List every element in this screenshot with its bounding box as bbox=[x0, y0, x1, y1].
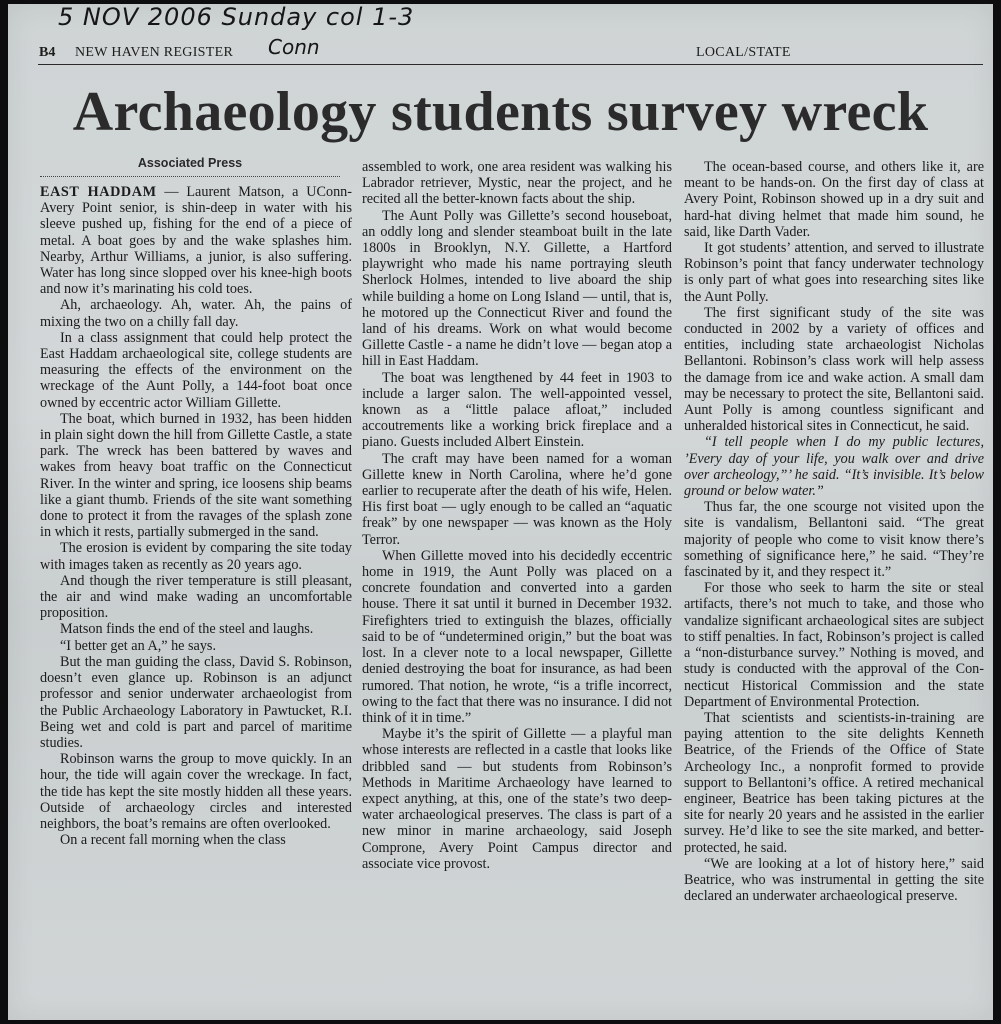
article-column-1 bbox=[40, 184, 352, 848]
paragraph: On a recent fall morning when the class bbox=[60, 832, 286, 849]
paragraph: The craft may have been named for a woman Gillette knew in North Carolina, where he’d gone earlier to recuperate after the death of his wife, Helen. His first boat — ugly enough to be called an “aquatic freak” by one newspaper — was known as the Holy Terror. bbox=[362, 450, 672, 548]
handwritten-tag-note: Conn bbox=[268, 35, 320, 59]
article-column-2 bbox=[362, 159, 672, 872]
paragraph: It got students’ attention, and served to illustrate Robinson’s point that fancy underwater technology is only part of what goes into researching sites like the Aunt Polly. bbox=[684, 240, 984, 305]
paragraph: The boat, which burned in 1932, has been hidden in plain sight down the hill from Gillette Castle, a state park. The wreck has been battered by waves and wakes from heavy boat traffic on the Connecticut River. In the winter and spring, ice loosens ship beams like a giant thumb. Friends of the site want something done to protect it from the ravages of the splash zone in which it rests, partially submerged in the sand. bbox=[40, 410, 352, 541]
paragraph: In a class assignment that could help protect the East Haddam archaeological site, college students are measuring the effects of the environment on the wreckage of the Aunt Polly, a 144-foot boat once owned by eccentric actor William Gillette. bbox=[40, 329, 352, 411]
handwritten-date-note: 5 NOV 2006 Sunday col 1-3 bbox=[58, 3, 415, 31]
newspaper-name: NEW HAVEN REGISTER bbox=[75, 45, 234, 60]
byline: Associated Press bbox=[137, 156, 243, 170]
scan-background-edge bbox=[993, 0, 1001, 1024]
byline-divider bbox=[40, 176, 340, 177]
paragraph: When Gillette moved into his decidedly eccentric home in 1919, the Aunt Polly was placed on a concrete foundation and converted into a garden house. There it sat until it burned in December 1932. Firefighters tried to extinguish the blazes, officially said to be of “undetermined origin,” but the boat was lost. In a clever note to a local newspaper, Gillette denied destroying the boat for insurance, as had been rumored. That notion, he wrote, “is a trifle incorrect, owing to the fact that there was no insurance. I did not think of it in time.” bbox=[362, 547, 672, 726]
paragraph: The Aunt Polly was Gillette’s second houseboat, an oddly long and slender steamboat built in the late 1800s in Brooklyn, N.Y. Gillette, a Hartford playwright who made his name portraying sleuth Sherlock Holmes, intended to live aboard the ship while building a home on Long Island — until, that is, he motored up the Connecticut River and found the land of his dreams. Work on what would become Gillette Castle - a name he didn’t love — began atop a hill in East Haddam. bbox=[362, 207, 672, 370]
paragraph: The ocean-based course, and others like it, are meant to be hands-on. On the first day of class at Avery Point, Robinson showed up in a dry suit and hard-hat diving helmet that made him sound, he said, like Darth Vader. bbox=[684, 159, 984, 240]
quote-paragraph: “I tell people when I do my public lectures, ’Every day of your life, you walk over and drive over archeology,”’ he said. “It’s invisible. It’s below ground or below water.” bbox=[684, 434, 984, 500]
paragraph: Thus far, the one scourge not visited upon the site is vandalism, Bellantoni said. “The great majority of people who come to visit know there’s something of significance here,” he said. “They’re fascinated by it, and they respect it.” bbox=[684, 499, 984, 581]
section-label: LOCAL/STATE bbox=[696, 45, 791, 60]
paragraph: The first significant study of the site was conducted in 2002 by a variety of offices and entities, including state archaeologist Nicholas Bellantoni. Robinson’s class work will help assess the damage from ice and wake action. A small dam may be necessary to protect the site, Bellantoni said. Aunt Polly is among countless significant and unheralded historical sites in Connecticut, he said. bbox=[684, 304, 984, 435]
paragraph: “We are looking at a lot of history here,” said Beatrice, who was instrumental in getting the site declared an underwater archaeological preserve. bbox=[684, 855, 984, 905]
page-number: B4 bbox=[39, 45, 56, 60]
header-rule bbox=[38, 64, 983, 65]
lead-paragraph bbox=[40, 184, 352, 297]
paragraph: assembled to work, one area resident was walking his Labrador retriever, Mystic, near the project, and he recited all the better-known facts about the ship. bbox=[362, 159, 672, 208]
paragraph: Matson finds the end of the steel and laughs. bbox=[60, 621, 314, 638]
paragraph: That scientists and scientists-in-training are paying attention to the site delights Kenneth Beatrice, of the Friends of the Office of State Archeology Inc., a nonprofit formed to provide support to Bellantoni’s office. A retired mechanical engineer, Beatrice has been taking pictures at the site for nearly 20 years and he assisted in the earlier survey. He’d like to see the site marked, and better-protected, he said. bbox=[684, 709, 984, 856]
dateline: EAST HADDAM bbox=[40, 184, 157, 200]
paragraph: Ah, archaeology. Ah, water. Ah, the pains of mixing the two on a chilly fall day. bbox=[40, 297, 352, 330]
paragraph: The erosion is evident by comparing the site today with images taken as recently as 20 years ago. bbox=[40, 540, 352, 573]
article-headline: Archaeology students survey wreck bbox=[72, 81, 929, 143]
paragraph: Robinson warns the group to move quickly. In an hour, the tide will again cover the wreckage. In fact, the tide has kept the site mostly hidden all these years. Outside of archaeology circles and interested neighbors, the boat’s remains are often overlooked. bbox=[40, 751, 352, 832]
article-column-3 bbox=[684, 159, 984, 904]
paragraph-text: — Laurent Matson, a UConn-Avery Point senior, is shin-deep in water with his sleeve pushed up, fishing for the end of a piece of metal. A boat goes by and the wake splashes him. Nearby, Arthur Williams, a junior, is also suffering. Water has long since slopped over his knee-high boots and now it’s marinating his cold toes. bbox=[40, 184, 352, 298]
paragraph: Maybe it’s the spirit of Gillette — a playful man whose interests are reflected in a castle that looks like dribbled sand — but students from Robinson’s Methods in Maritime Archaeology have learned to expect anything, at this, one of the state’s two deep-water archaeological preserves. The class is part of a new minor in marine archaeology, said Joseph Comprone, Avery Point Campus director and associate vice provost. bbox=[362, 726, 672, 872]
paragraph: The boat was lengthened by 44 feet in 1903 to include a larger salon. The well-appointed vessel, known as a “little palace afloat,” included accoutrements like a working brick fireplace and a piano. Guests included Albert Einstein. bbox=[362, 369, 672, 451]
paragraph: For those who seek to harm the site or steal artifacts, there’s not much to take, and those who vandalize significant archaeological sites are subject to stiff penalties. In fact, Robinson’s project is called a “non-disturbance survey.” Nothing is moved, and study is conducted with the approval of the Connecticut Historical Commission and the state Department of Environmental Protection. bbox=[684, 580, 984, 710]
paragraph: “I better get an A,” he says. bbox=[60, 637, 216, 654]
paragraph: And though the river temperature is still pleasant, the air and wind make wading an uncomfortable proposition. bbox=[40, 572, 352, 622]
paragraph: But the man guiding the class, David S. Robinson, doesn’t even glance up. Robinson is an adjunct professor and senior underwater archaeologist from the Public Archaeology Laboratory in Pawtucket, R.I. Being wet and cold is part and parcel of maritime studies. bbox=[40, 653, 352, 751]
